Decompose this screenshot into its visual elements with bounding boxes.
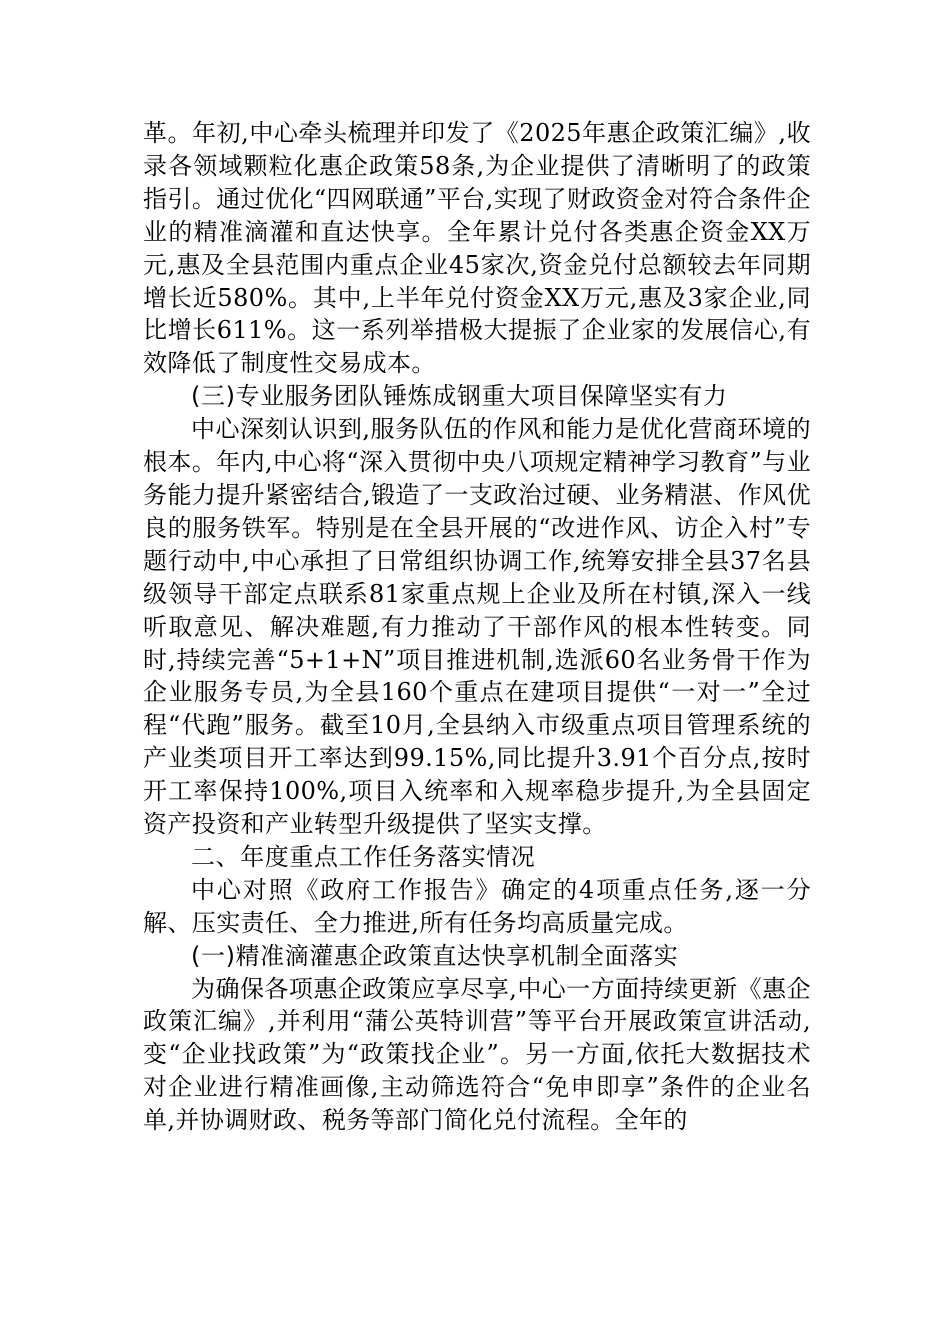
section-heading: (一)精准滴灌惠企政策直达快享机制全面落实 xyxy=(191,941,679,970)
body-paragraph: 革。年初,中心牵头梳理并印发了《2025年惠企政策汇编》,收录各领域颗粒化惠企政策58条,为企业提供了清晰明了的政策指引。通过优化“四网联通”平台,实现了财政资金对符合条件企业的精准滴灌和直达快享。全年累计兑付各类惠企资金XX万元,惠及全县范围内重点企业45家次,资金兑付总额较去年同期增长近580%。其中,上半年兑付资金XX万元,惠及3家企业,同比增长611%。这一系列举措极大提振了企业家的发展信心,有效降低了制度性交易成本。 xyxy=(143,119,811,378)
document-page xyxy=(143,117,811,1137)
body-paragraph: 中心深刻认识到,服务队伍的作风和能力是优化营商环境的根本。年内,中心将“深入贯彻中央八项规定精神学习教育”与业务能力提升紧密结合,锻造了一支政治过硬、业务精湛、作风优良的服务铁军。特别是在全县开展的“改进作风、访企入村”专题行动中,中心承担了日常组织协调工作,统筹安排全县37名县级领导干部定点联系81家重点规上企业及所在村镇,深入一线听取意见、解决难题,有力推动了干部作风的根本性转变。同时,持续完善“5+1+N”项目推进机制,选派60名业务骨干作为企业服务专员,为全县160个重点在建项目提供“一对一”全过程“代跑”服务。截至10月,全县纳入市级重点项目管理系统的产业类项目开工率达到99.15%,同比提升3.91个百分点,按时开工率保持100%,项目入统率和入规率稳步提升,为全县固定资产投资和产业转型升级提供了坚实支撑。 xyxy=(143,415,811,839)
body-paragraph: 为确保各项惠企政策应享尽享,中心一方面持续更新《惠企政策汇编》,并利用“蒲公英特训营”等平台开展政策宣讲活动,变“企业找政策”为“政策找企业”。另一方面,依托大数据技术对企业进行精准画像,主动筛选符合“免申即享”条件的企业名单,并协调财政、税务等部门简化兑付流程。全年的 xyxy=(143,974,811,1135)
chapter-heading: 二、年度重点工作任务落实情况 xyxy=(191,842,536,871)
section-heading: (三)专业服务团队锤炼成钢重大项目保障坚实有力 xyxy=(191,382,728,411)
body-paragraph: 中心对照《政府工作报告》确定的4项重点任务,逐一分解、压实责任、全力推进,所有任务均高质量完成。 xyxy=(143,875,811,937)
